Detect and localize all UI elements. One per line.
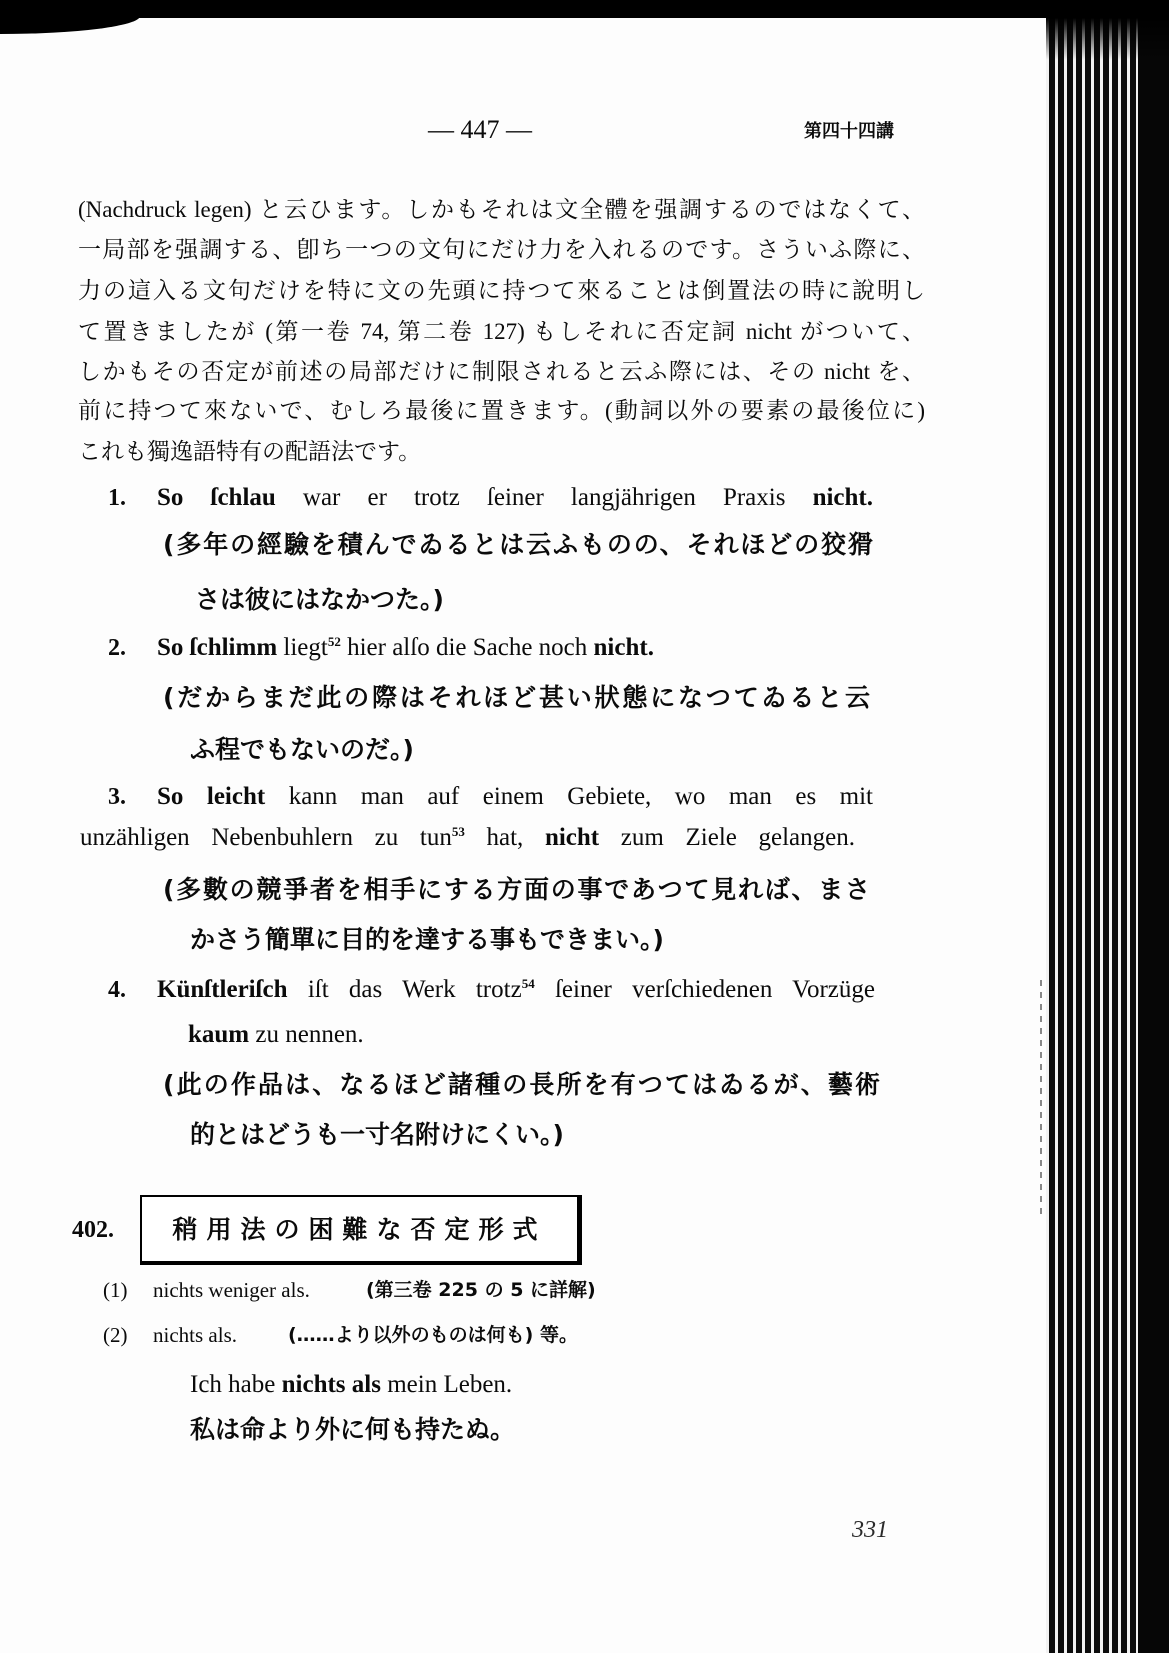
page-folio: 331: [852, 1517, 888, 1543]
sentence-text: zu nennen.: [249, 1021, 364, 1048]
item-note: (第三卷 225 の 5 に詳解): [366, 1279, 596, 1301]
body-line: これも獨逸語特有の配語法です。: [78, 439, 422, 464]
german-sentence-continued: [188, 1017, 364, 1053]
sentence-text: zum Ziele gelangen.: [599, 824, 856, 851]
section-number: 402.: [72, 1217, 114, 1243]
sentence-text: unzähligen Nebenbuhlern zu tun: [80, 824, 452, 851]
example-number: 2.: [108, 635, 126, 661]
japanese-translation-line: かさう簡單に目的を達する事もできまい。): [190, 925, 664, 954]
sentence-text: ſeiner verſchiedenen Vorzüge: [534, 976, 875, 1003]
footnote-marker: 54: [521, 976, 535, 991]
page-edge-line: [1040, 980, 1042, 1220]
japanese-translation-line: (多數の競爭者を相手にする方面の事であつて見れば、まさ: [163, 875, 870, 904]
sentence-text: kann man auf einem Gebiete, wo man es mit: [265, 783, 874, 810]
japanese-translation-line: さは彼にはなかつた。): [195, 585, 444, 614]
japanese-translation-line: ふ程でもないのだ。): [190, 735, 414, 764]
sentence-text: war er trotz ſeiner langjährigen Praxis: [275, 484, 813, 511]
negation-word: nicht: [544, 824, 600, 851]
emphasized-phrase: So ſchlau: [157, 484, 276, 511]
japanese-translation-line: (だからまだ此の際はそれほど甚い狀態になつてゐると云: [163, 683, 870, 712]
body-line: (Nachdruck legen) と云ひます。しかもそれは文全體を强調するのではなくて、: [78, 197, 925, 222]
german-sentence: [157, 779, 873, 815]
body-line: しかもその否定が前述の局部だけに制限されると云ふ際には、その nicht を、: [78, 359, 925, 384]
negation-word: nicht.: [593, 634, 654, 661]
sentence-text: Ich habe: [190, 1371, 282, 1398]
emphasized-phrase: So ſchlimm: [157, 634, 278, 661]
sentence-text: hat,: [464, 824, 545, 851]
japanese-translation-line: 的とはどうも一寸名附けにくい。): [190, 1120, 564, 1149]
german-sentence: [157, 480, 873, 516]
example-number: 4.: [108, 977, 126, 1003]
book-edge-top-shadow: [1046, 0, 1169, 60]
body-line: 前に持つて來ないで、むしろ最後に置きます。(動詞以外の要素の最後位に): [78, 398, 925, 423]
item-german: nichts als.: [153, 1323, 237, 1347]
japanese-translation-line: (多年の經驗を積んでゐるとは云ふものの、それほどの狡猾: [163, 530, 873, 559]
section-title: 稍用法の困難な否定形式: [172, 1215, 547, 1244]
japanese-translation-line: (此の作品は、なるほど諸種の長所を有つてはゐるが、藝術: [163, 1070, 880, 1099]
section-title-box: [140, 1195, 582, 1265]
german-sentence: [157, 630, 654, 666]
emphasized-phrase: nichts als: [281, 1371, 381, 1398]
example-number: 1.: [108, 485, 126, 511]
scan-top-border: [0, 0, 1169, 18]
sentence-text: liegt: [277, 634, 328, 661]
body-line: て置きましたが (第一卷 74, 第二卷 127) もしそれに否定詞 nicht がついて、: [78, 319, 925, 344]
negation-word: nicht.: [812, 484, 873, 511]
emphasized-phrase: So leicht: [157, 783, 266, 810]
footnote-marker: 52: [327, 634, 341, 649]
example-number: 3.: [108, 784, 126, 810]
item-note: (……より以外のものは何も) 等。: [288, 1324, 578, 1346]
item-label: (2): [103, 1323, 128, 1347]
sentence-text: iſt das Werk trotz: [287, 976, 522, 1003]
book-edge-shadow: [1138, 0, 1169, 1653]
emphasized-phrase: Künſtleriſch: [157, 976, 288, 1003]
german-sentence: [157, 972, 875, 1008]
body-line: 一局部を强調する、卽ち一つの文句にだけ力を入れるのです。さういふ際に、: [78, 237, 925, 262]
item-label: (1): [103, 1278, 128, 1302]
footnote-marker: 53: [451, 824, 465, 839]
scan-top-corner-shadow: [0, 0, 140, 34]
page-marker: — 447 —: [428, 115, 532, 144]
sentence-text: hier alſo die Sache noch: [340, 634, 594, 661]
japanese-translation-line: 私は命より外に何も持たぬ。: [190, 1415, 516, 1444]
german-sentence-continued: [80, 820, 855, 856]
negation-word: kaum: [188, 1021, 250, 1048]
body-line: 力の這入る文句だけを特に文の先頭に持つて來ることは倒置法の時に說明し: [78, 278, 926, 303]
lecture-title: 第四十四講: [804, 121, 894, 142]
item-german: nichts weniger als.: [153, 1278, 310, 1302]
sentence-text: mein Leben.: [380, 1371, 513, 1398]
german-sentence: [190, 1367, 512, 1403]
